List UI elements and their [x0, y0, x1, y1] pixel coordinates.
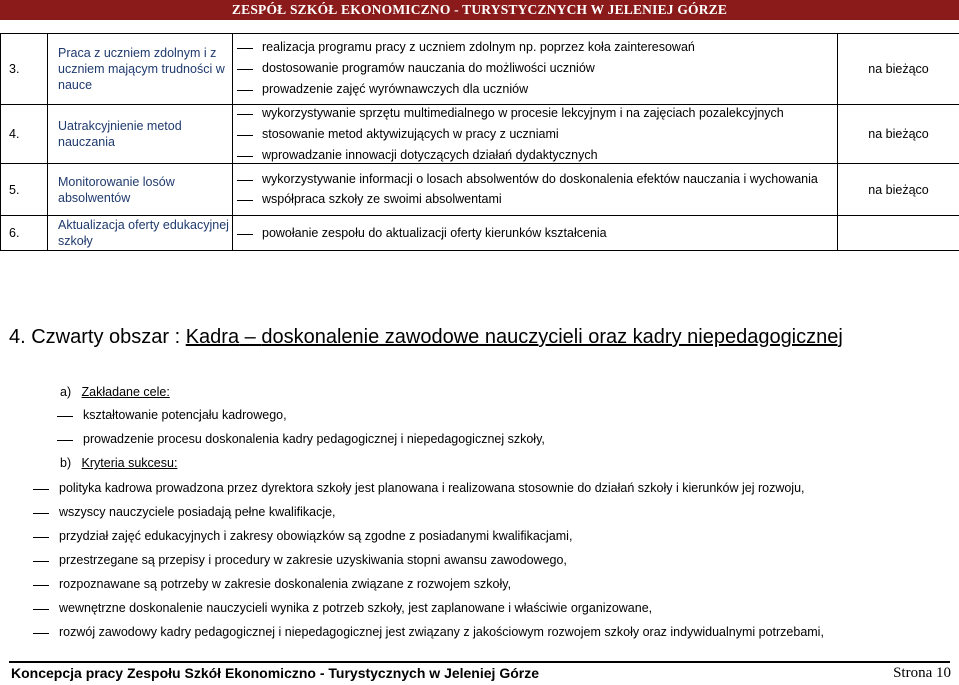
section-title	[9, 326, 843, 349]
list-item: wewnętrzne doskonalenie nauczycieli wynika z potrzeb szkoły, jest zaplanowane i właściwie organizowane,	[59, 601, 652, 615]
activity-item: wprowadzanie innowacji dotyczących działań dydaktycznych	[262, 147, 598, 162]
activity-item: wykorzystywanie informacji o losach absolwentów do doskonalenia efektów nauczania i wychowania	[262, 172, 818, 186]
goals-heading	[60, 385, 170, 399]
row-name: Praca z uczniem zdolnym i z uczniem mającym trudności w nauce	[48, 34, 233, 105]
list-item: polityka kadrowa prowadzona przez dyrektora szkoły jest planowana i realizowana stosownie do działań szkoły i kierunków jej rozwoju,	[59, 481, 805, 495]
footer-divider	[9, 661, 950, 663]
goals-label: a)	[60, 385, 72, 399]
row-name: Monitorowanie losów absolwentów	[48, 164, 233, 216]
row-term	[838, 216, 959, 251]
row-name: Uatrakcyjnienie metod nauczania	[48, 105, 233, 164]
list-item: przestrzegane są przepisy i procedury w zakresie uzyskiwania stopni awansu zawodowego,	[59, 553, 567, 567]
row-term: na bieżąco	[838, 34, 959, 105]
goals-title: Zakładane cele:	[81, 385, 170, 399]
activity-item: prowadzenie zajęć wyrównawczych dla uczniów	[262, 81, 529, 96]
activity-item: stosowanie metod aktywizujących w pracy z uczniami	[262, 126, 559, 141]
list-item: wszyscy nauczyciele posiadają pełne kwalifikacje,	[59, 505, 336, 519]
row-number: 6.	[1, 216, 48, 251]
table-row	[1, 216, 959, 251]
criteria-label: b)	[60, 456, 72, 470]
activity-item: powołanie zespołu do aktualizacji oferty kierunków kształcenia	[262, 225, 607, 240]
document-header	[0, 0, 959, 20]
row-number: 4.	[1, 105, 48, 164]
list-item: rozwój zawodowy kadry pedagogicznej i niepedagogicznej jest związany z jakościowym rozwojem szkoły oraz indywidualnymi potrzebami,	[59, 625, 824, 639]
row-number: 5.	[1, 164, 48, 216]
row-activities	[233, 164, 838, 216]
criteria-heading	[60, 456, 177, 470]
list-item: prowadzenie procesu doskonalenia kadry pedagogicznej i niepedagogicznej szkoły,	[83, 432, 545, 446]
activity-item: realizacja programu pracy z uczniem zdolnym np. poprzez koła zainteresowań	[262, 39, 695, 54]
row-term: na bieżąco	[838, 164, 959, 216]
activity-item: dostosowanie programów nauczania do możliwości uczniów	[262, 60, 595, 75]
row-activities	[233, 34, 838, 105]
table-row	[1, 34, 959, 105]
list-item: kształtowanie potencjału kadrowego,	[83, 408, 287, 422]
page-number: Strona 10	[893, 665, 951, 681]
table-row	[1, 105, 959, 164]
footer-text: Koncepcja pracy Zespołu Szkół Ekonomiczno - Turystycznych w Jeleniej Górze	[11, 665, 539, 681]
table-row	[1, 164, 959, 216]
row-activities	[233, 216, 838, 251]
section-prefix: 4. Czwarty obszar :	[9, 326, 186, 348]
list-item: przydział zajęć edukacyjnych i zakresy obowiązków są zgodne z posiadanymi kwalifikacjami,	[59, 529, 572, 543]
criteria-title: Kryteria sukcesu:	[81, 456, 178, 470]
section-subtitle: doskonalenie zawodowe nauczycieli oraz kadry niepedagogicznej	[261, 326, 843, 348]
row-name: Aktualizacja oferty edukacyjnej szkoły	[48, 216, 233, 251]
plan-table	[0, 33, 959, 251]
section-dash: –	[239, 326, 262, 348]
row-number: 3.	[1, 34, 48, 105]
header-title: ZESPÓŁ SZKÓŁ EKONOMICZNO - TURYSTYCZNYCH W JELENIEJ GÓRZE	[231, 2, 728, 17]
activity-item: współpraca szkoły ze swoimi absolwentami	[262, 192, 502, 206]
row-activities	[233, 105, 838, 164]
row-term: na bieżąco	[838, 105, 959, 164]
list-item: rozpoznawane są potrzeby w zakresie doskonalenia związane z rozwojem szkoły,	[59, 577, 511, 591]
activity-item: wykorzystywanie sprzętu multimedialnego w procesie lekcyjnym i na zajęciach pozalekcyjnych	[262, 105, 784, 120]
section-topic: Kadra	[185, 326, 240, 348]
